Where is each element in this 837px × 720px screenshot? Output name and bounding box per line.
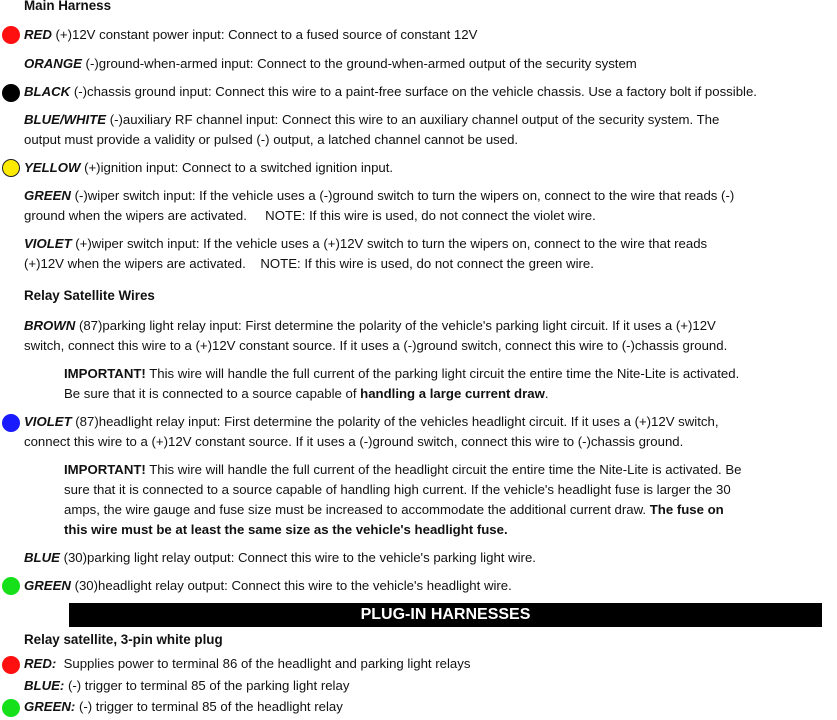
green-headlight-output-entry	[24, 576, 512, 596]
violet-relay-blue-dot-icon	[2, 414, 20, 432]
note-emphasis: The fuse on	[649, 502, 724, 517]
wire-desc: (-)chassis ground input: Connect this wire to a paint-free surface on the vehicle chassis. Use a factory bolt if possible.	[70, 84, 757, 99]
green-relay-dot-icon	[2, 577, 20, 595]
wire-name: YELLOW	[24, 160, 81, 175]
blue-white-wire-entry	[24, 110, 719, 150]
green-wiper-wire-entry	[24, 186, 734, 226]
wire-desc: (87)headlight relay input: First determine the polarity of the vehicles headlight circuit. If it uses a (+)12V switch,	[71, 414, 719, 429]
wire-name: BLUE/WHITE	[24, 112, 107, 127]
note-text: .	[544, 386, 549, 401]
note-text: This wire will handle the full current of the parking light circuit the entire time the Nite-Lite is activated.	[145, 366, 740, 381]
violet-wiper-wire-entry	[24, 234, 707, 274]
note-text: This wire will handle the full current of the headlight circuit the entire time the Nite-Lite is activated. Be	[145, 462, 742, 477]
important-label: IMPORTANT!	[64, 462, 146, 477]
wire-desc: Supplies power to terminal 86 of the headlight and parking light relays	[56, 656, 471, 671]
wire-desc: (-) trigger to terminal 85 of the parking light relay	[64, 678, 350, 693]
wire-desc: (-)wiper switch input: If the vehicle uses a (-)ground switch to turn the wipers on, connect to the wire that reads (-)	[70, 188, 735, 203]
violet-headlight-wire-entry	[24, 412, 719, 452]
wire-name: BLUE:	[24, 678, 65, 693]
wire-name: BROWN	[24, 318, 76, 333]
important-note-parking	[64, 364, 739, 404]
wire-name: VIOLET	[24, 236, 72, 251]
black-wire-entry	[24, 82, 757, 102]
yellow-wire-entry	[24, 158, 393, 178]
important-note-headlight	[64, 460, 741, 540]
wire-desc: (+)wiper switch input: If the vehicle uses a (+)12V switch to turn the wipers on, connect to the wire that reads	[71, 236, 708, 251]
wire-name: BLUE	[24, 550, 60, 565]
wire-desc-line2: output must provide a validity or pulsed (-) output, a latched channel cannot be used.	[24, 132, 519, 147]
black-wire-dot-icon	[2, 84, 20, 102]
relay-satellite-heading: Relay Satellite Wires	[24, 288, 155, 303]
wire-name: GREEN	[24, 578, 71, 593]
blue-parking-output-entry	[24, 548, 536, 568]
note-text: sure that it is connected to a source capable of handling high current. If the vehicle's headlight fuse is larger the 30	[64, 482, 731, 497]
important-label: IMPORTANT!	[64, 366, 146, 381]
plug-in-harnesses-banner: PLUG-IN HARNESSES	[69, 603, 822, 627]
brown-wire-entry	[24, 316, 727, 356]
note-emphasis: this wire must be at least the same size as the vehicle's headlight fuse.	[64, 522, 508, 537]
wire-name: RED:	[24, 656, 57, 671]
wire-name: GREEN:	[24, 699, 76, 714]
note-text: Be sure that it is connected to a source capable of	[64, 386, 361, 401]
wire-desc: (+)12V constant power input: Connect to a fused source of constant 12V	[51, 27, 478, 42]
red-wire-entry	[24, 25, 477, 45]
wire-name: ORANGE	[24, 56, 82, 71]
wire-desc: (-) trigger to terminal 85 of the headlight relay	[75, 699, 343, 714]
wire-desc: (+)ignition input: Connect to a switched ignition input.	[80, 160, 394, 175]
wire-desc: (87)parking light relay input: First determine the polarity of the vehicle's parking light circuit. If it uses a (+)12V	[75, 318, 716, 333]
plug-red-dot-icon	[2, 656, 20, 674]
orange-wire-entry	[24, 54, 637, 74]
wire-desc: (30)headlight relay output: Connect this wire to the vehicle's headlight wire.	[70, 578, 512, 593]
wire-name: BLACK	[24, 84, 71, 99]
yellow-wire-dot-icon	[2, 159, 20, 177]
wire-name: RED	[24, 27, 52, 42]
wire-desc-line2: connect this wire to a (+)12V constant source. If it uses a (-)ground switch, connect this wire to (-)chassis ground.	[24, 434, 684, 449]
plug-red-entry	[24, 654, 470, 674]
wire-desc-line2: ground when the wipers are activated. NOTE: If this wire is used, do not connect the violet wire.	[24, 208, 596, 223]
plug-green-entry	[24, 697, 343, 717]
note-text: amps, the wire gauge and fuse size must be increased to accommodate the additional current draw.	[64, 502, 650, 517]
wire-desc: (30)parking light relay output: Connect this wire to the vehicle's parking light wire.	[59, 550, 536, 565]
plug-heading: Relay satellite, 3-pin white plug	[24, 632, 223, 647]
wire-name: GREEN	[24, 188, 71, 203]
main-harness-heading: Main Harness	[24, 0, 112, 13]
red-wire-dot-icon	[2, 26, 20, 44]
wire-desc-line2: (+)12V when the wipers are activated. NOTE: If this wire is used, do not connect the green wire.	[24, 256, 594, 271]
plug-blue-entry	[24, 676, 349, 696]
wire-desc-line2: switch, connect this wire to a (+)12V constant source. If it uses a (-)ground switch, connect this wire to (-)chassis ground.	[24, 338, 728, 353]
wire-desc: (-)ground-when-armed input: Connect to the ground-when-armed output of the security system	[81, 56, 637, 71]
wire-name: VIOLET	[24, 414, 72, 429]
plug-green-dot-icon	[2, 699, 20, 717]
wire-desc: (-)auxiliary RF channel input: Connect this wire to an auxiliary channel output of the security system. The	[106, 112, 720, 127]
note-emphasis: handling a large current draw	[360, 386, 545, 401]
